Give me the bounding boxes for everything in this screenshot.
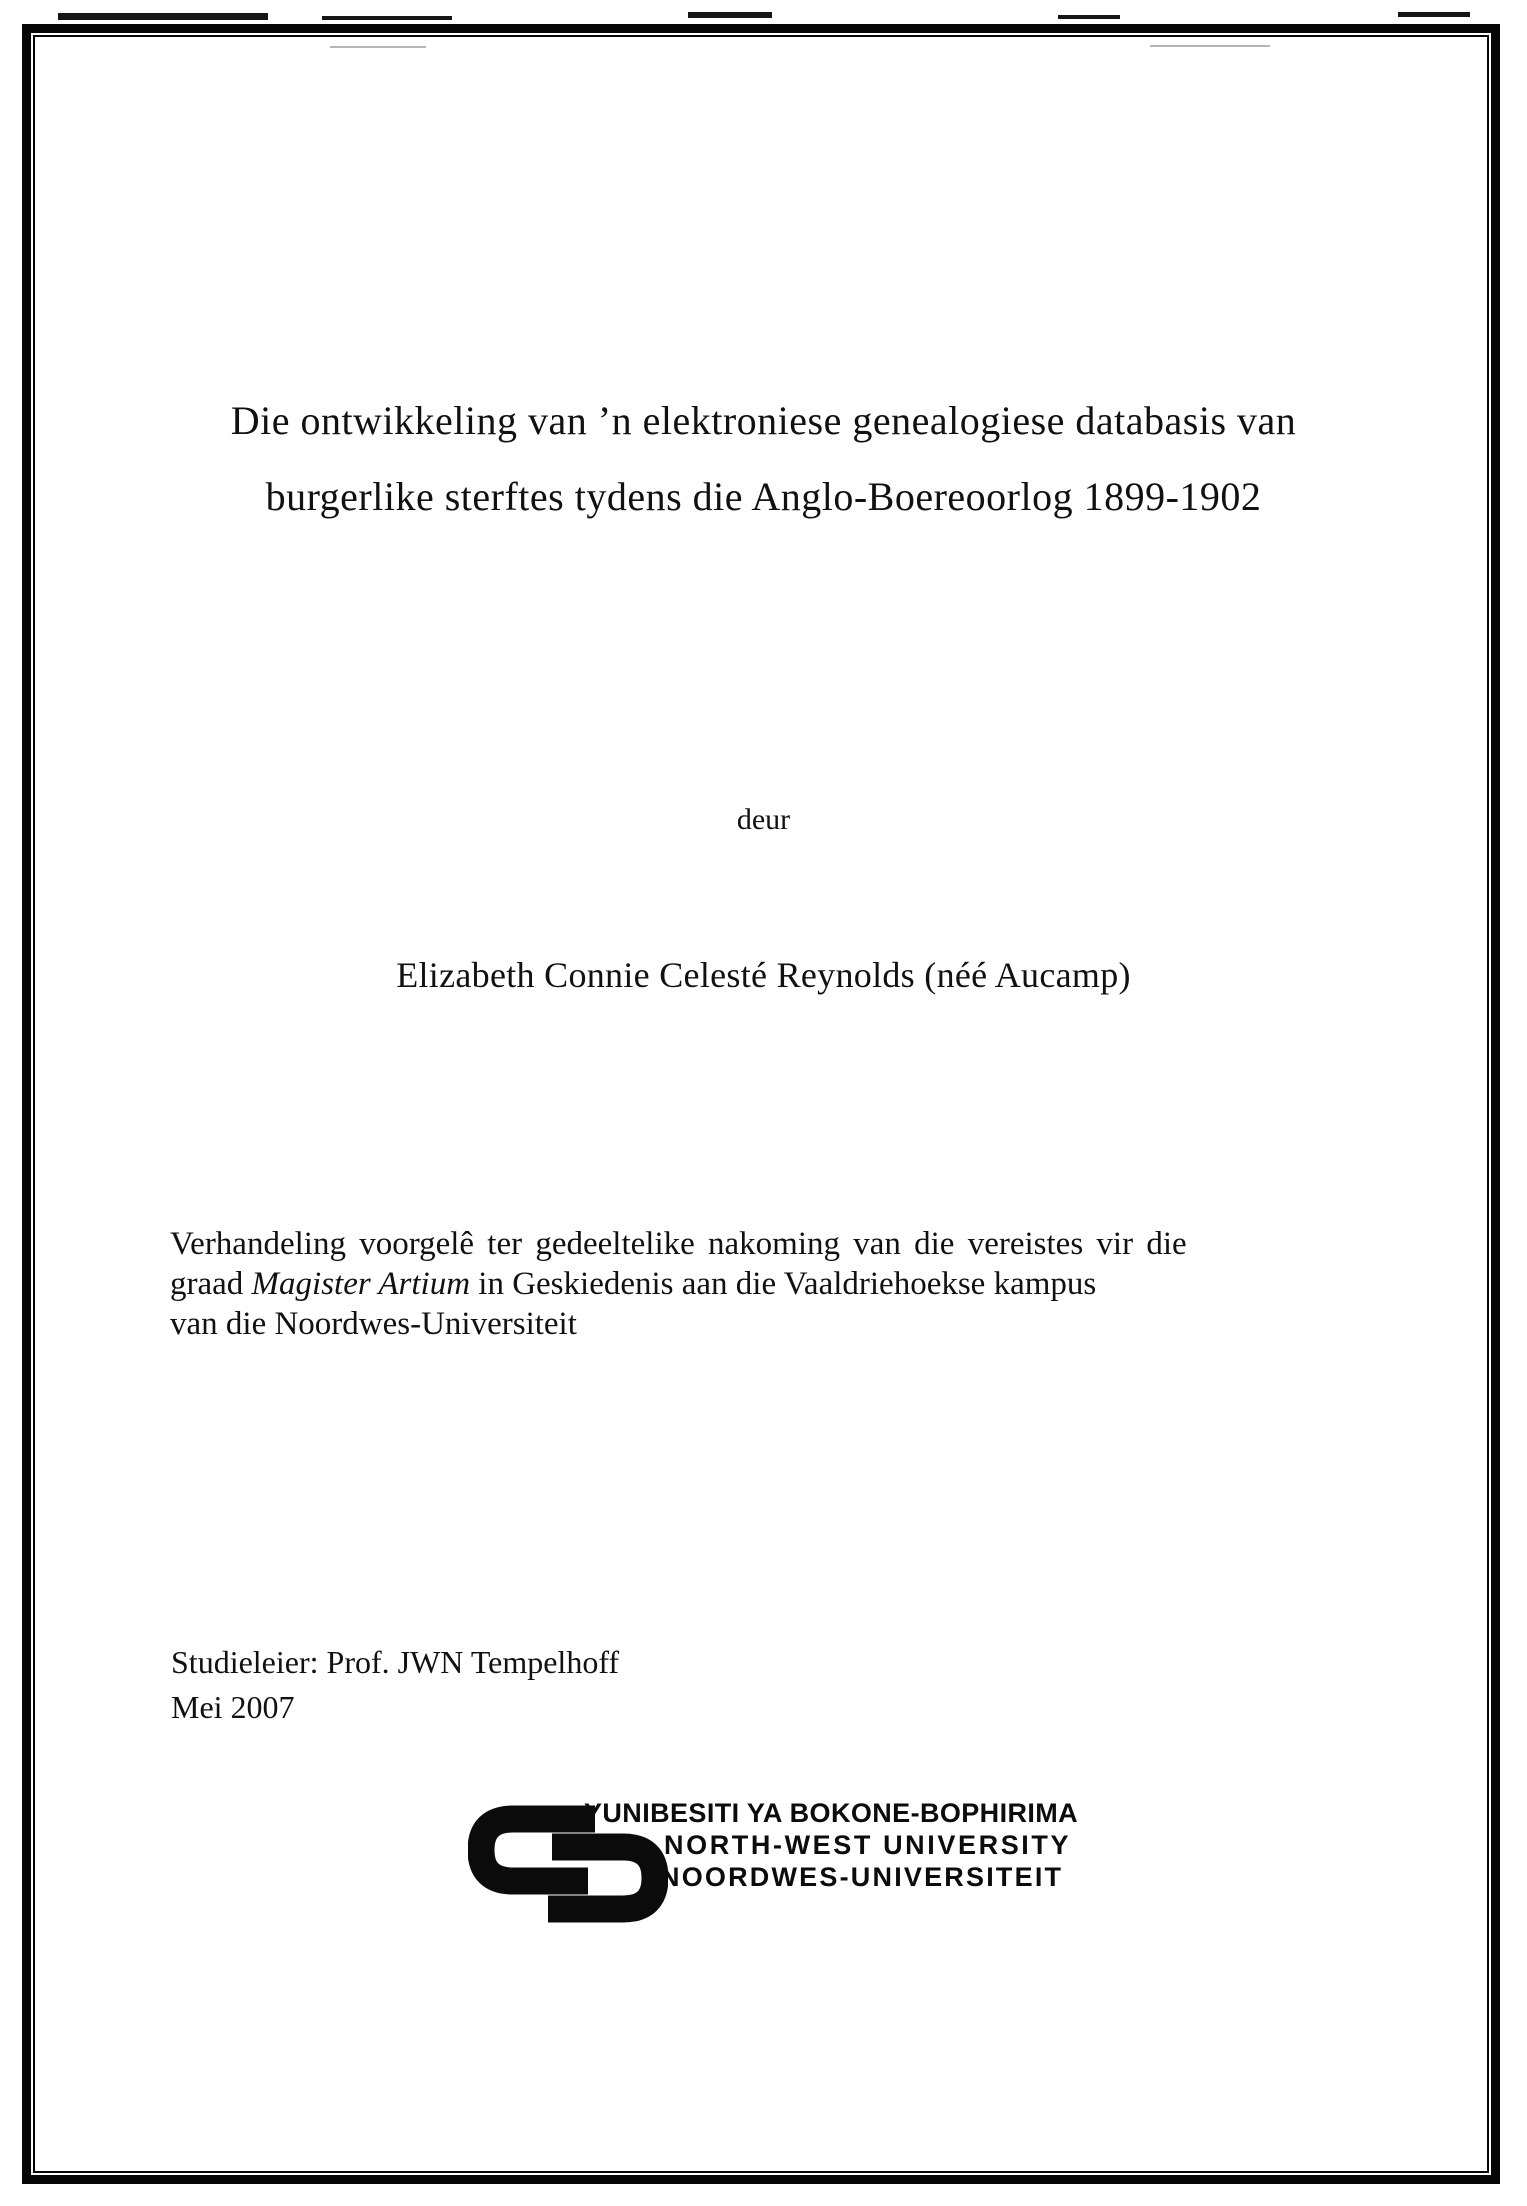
- page-title: [0, 396, 1527, 522]
- logo-text-setswana: YUNIBESITI YA BOKONE-BOPHIRIMA: [584, 1798, 1079, 1828]
- author-name: Elizabeth Connie Celesté Reynolds (néé Aucamp): [396, 955, 1131, 995]
- title-line-1: Die ontwikkeling van ’n elektroniese genealogiese databasis van: [230, 398, 1297, 443]
- scan-artifact: [688, 12, 772, 18]
- title-line-2: burgerlike sterftes tydens die Anglo-Boereoorlog 1899-1902: [265, 474, 1262, 519]
- scan-artifact: [58, 13, 268, 20]
- supervisor-block: [171, 1640, 619, 1730]
- university-logo: [468, 1796, 1108, 1936]
- statement-line-2-pre: graad: [170, 1266, 252, 1302]
- logo-text-english: NORTH-WEST UNIVERSITY: [664, 1830, 1072, 1860]
- scan-artifact: [1058, 15, 1120, 19]
- byline-label: deur: [736, 803, 791, 836]
- date-line: Mei 2007: [171, 1689, 295, 1725]
- statement-line-2-post: in Geskiedenis aan die Vaaldriehoekse kampus: [470, 1266, 1097, 1302]
- statement-line-1: Verhandeling voorgelê ter gedeeltelike nakoming van die vereistes vir die: [170, 1226, 1187, 1262]
- statement-degree-name: Magister Artium: [251, 1266, 471, 1302]
- scan-artifact: [1398, 12, 1470, 17]
- scan-artifact: [322, 16, 452, 20]
- submission-statement: [170, 1224, 1332, 1344]
- logo-text-afrikaans: NOORDWES-UNIVERSITEIT: [660, 1862, 1064, 1892]
- statement-line-2: [170, 1264, 1332, 1304]
- supervisor-line: Studieleier: Prof. JWN Tempelhoff: [171, 1644, 620, 1680]
- statement-line-3: van die Noordwes-Universiteit: [170, 1306, 577, 1342]
